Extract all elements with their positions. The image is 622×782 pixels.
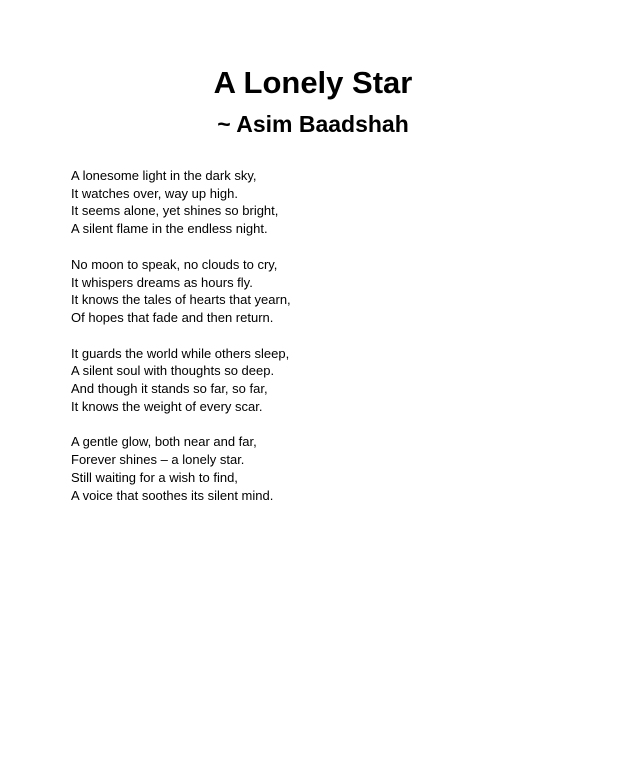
stanza-4 <box>71 433 551 504</box>
poem-author: ~ Asim Baadshah <box>217 111 409 137</box>
poem-line: It seems alone, yet shines so bright, <box>71 203 279 219</box>
poem-line: It watches over, way up high. <box>71 185 238 201</box>
poem-line: A voice that soothes its silent mind. <box>71 487 274 503</box>
poem-line: A silent soul with thoughts so deep. <box>71 363 275 379</box>
poem-title: A Lonely Star <box>213 65 413 100</box>
poem-line: Of hopes that fade and then return. <box>71 309 274 325</box>
poem-line: A silent flame in the endless night. <box>71 221 268 237</box>
poem-line: It guards the world while others sleep, <box>71 345 290 361</box>
poem-line: And though it stands so far, so far, <box>71 381 268 397</box>
poem-body <box>71 167 551 522</box>
poem-line: No moon to speak, no clouds to cry, <box>71 256 278 272</box>
stanza-1 <box>71 167 551 238</box>
poem-line: A gentle glow, both near and far, <box>71 434 257 450</box>
poem-line: Forever shines – a lonely star. <box>71 452 245 468</box>
poem-line: It whispers dreams as hours fly. <box>71 274 253 290</box>
stanza-2 <box>71 256 551 327</box>
poem-line: It knows the weight of every scar. <box>71 398 263 414</box>
stanza-3 <box>71 345 551 416</box>
poem-line: Still waiting for a wish to find, <box>71 469 238 485</box>
poem-line: It knows the tales of hearts that yearn, <box>71 292 291 308</box>
poem-line: A lonesome light in the dark sky, <box>71 168 257 183</box>
